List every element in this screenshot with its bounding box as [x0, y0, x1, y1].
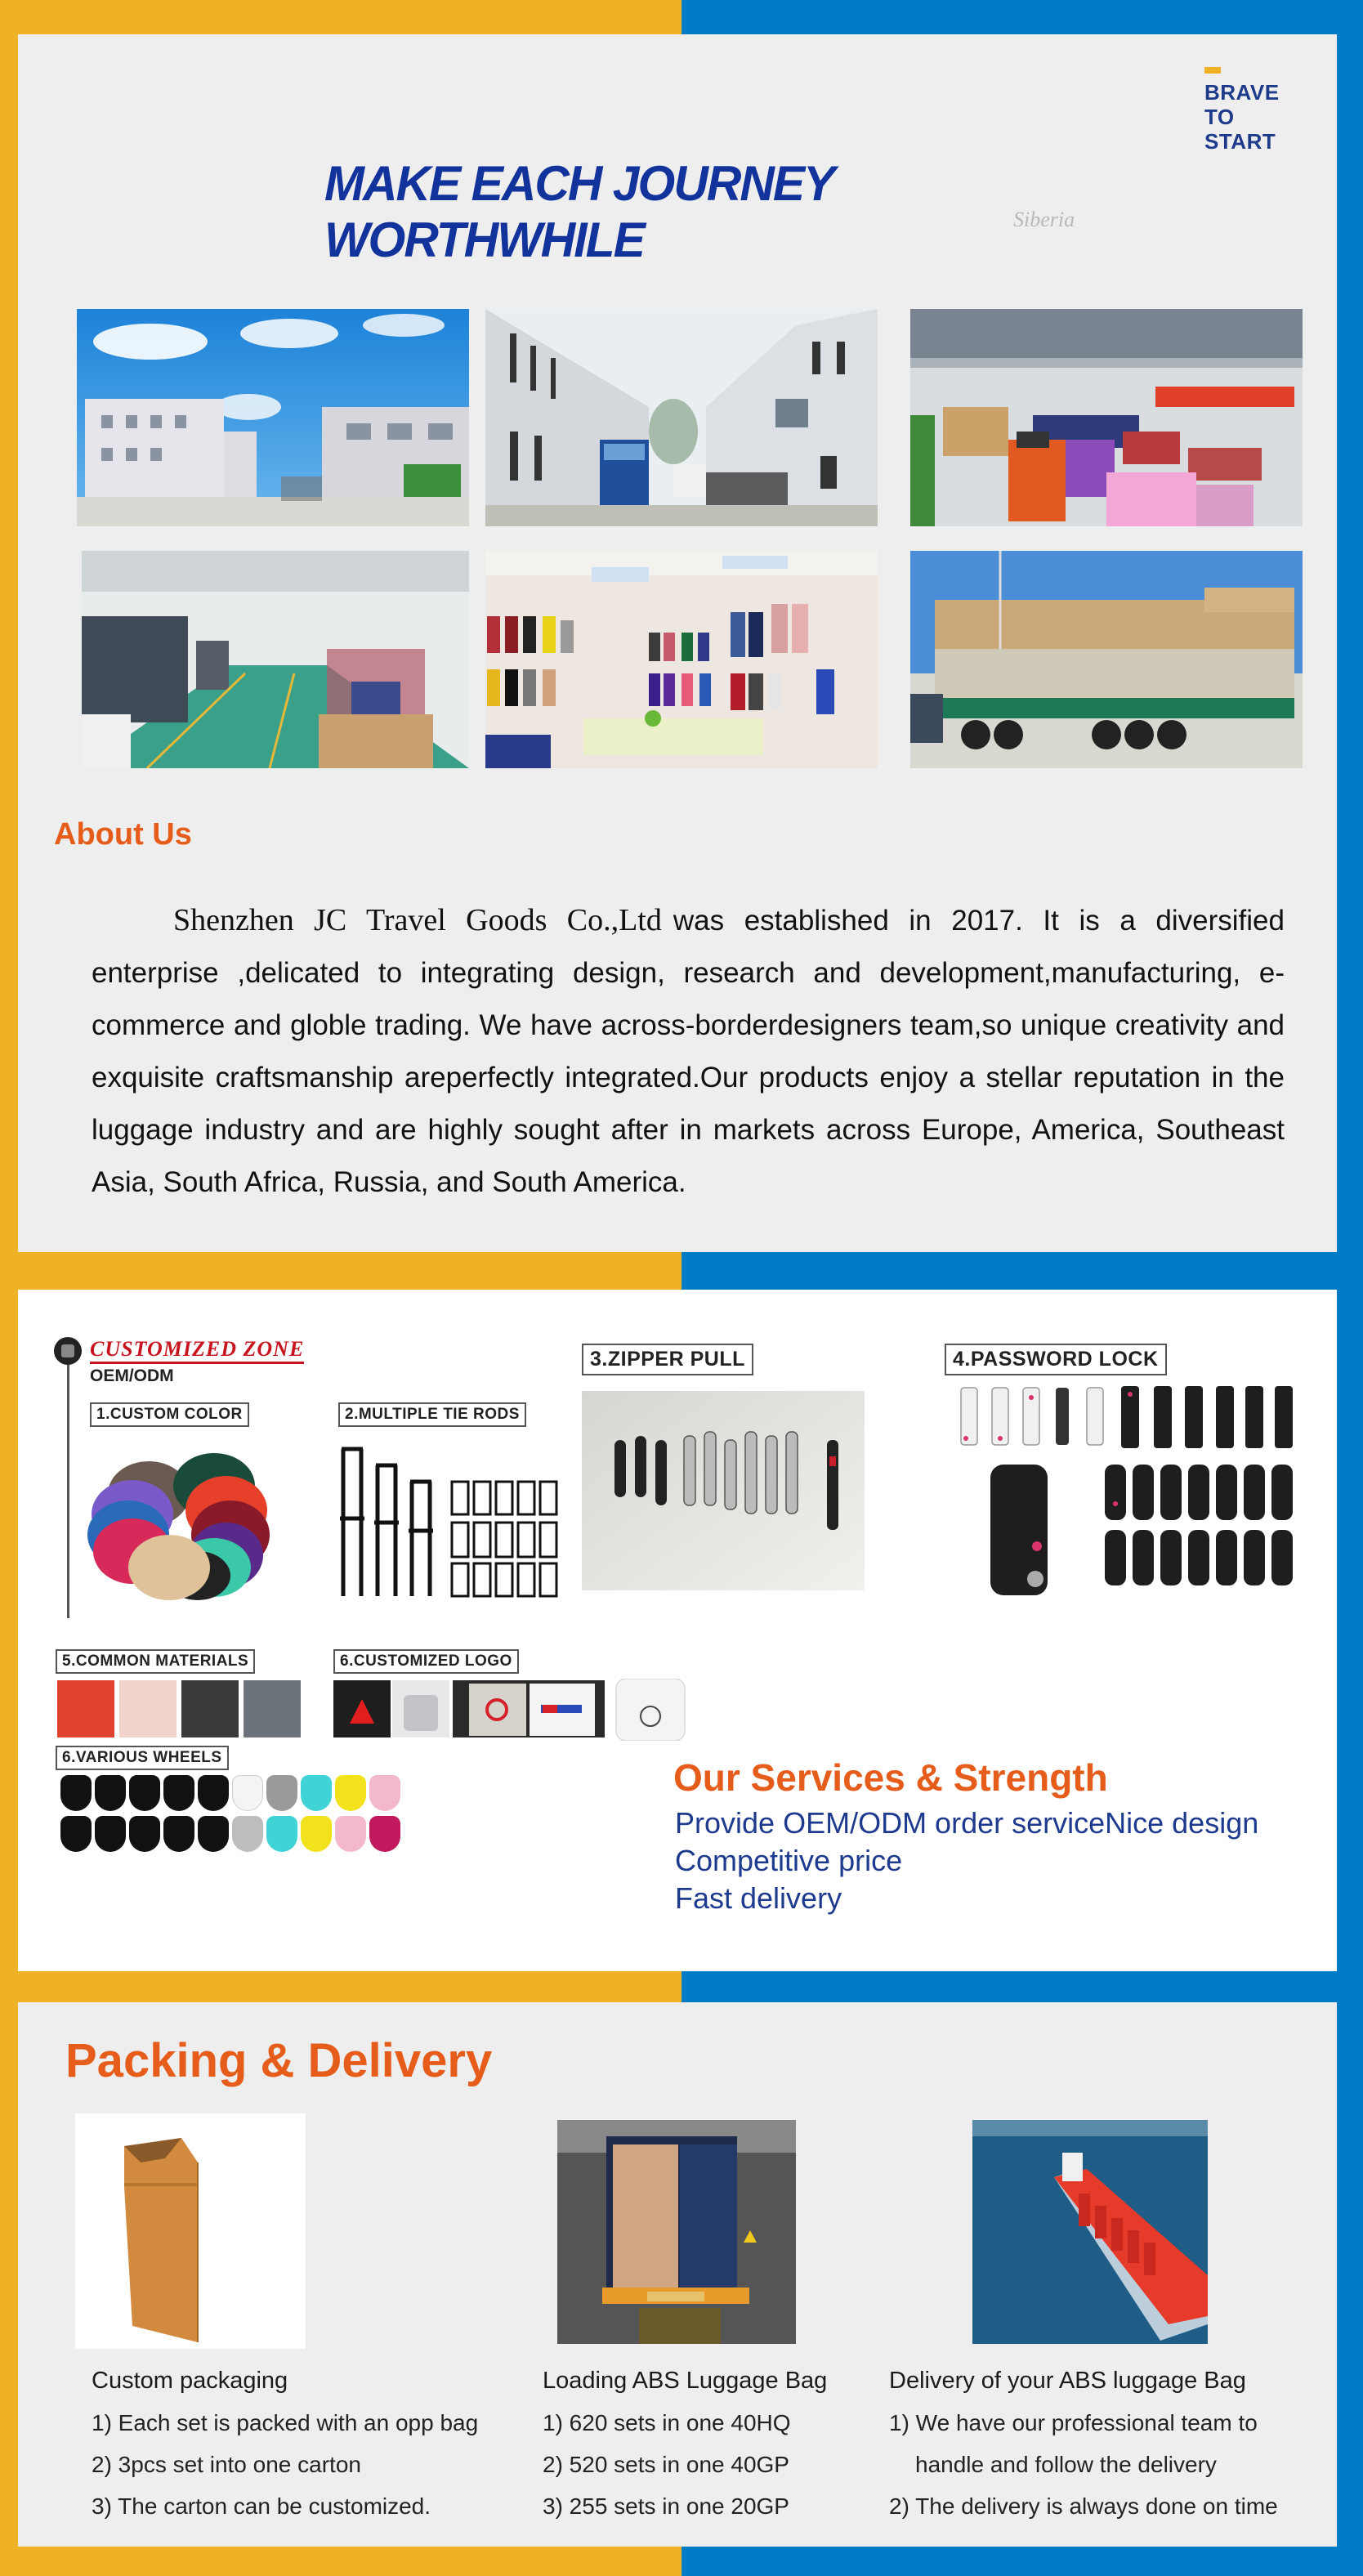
oem-odm-label: OEM/ODM [90, 1366, 174, 1385]
column-heading: Loading ABS Luggage Bag [543, 2368, 828, 2394]
custom-packaging-column [92, 2360, 478, 2527]
services-list [675, 1805, 1258, 1917]
packing-delivery-title: Packing & Delivery [65, 2034, 493, 2087]
wheels-row-top [60, 1775, 400, 1811]
loading-column [543, 2360, 827, 2527]
color-swatch-fan-image [83, 1437, 271, 1600]
about-us-paragraph [92, 894, 1285, 1209]
column-line: 1) 620 sets in one 40HQ [543, 2410, 791, 2435]
column-line: 1) We have our professional team to [889, 2410, 1258, 2435]
container-truck-image [557, 2120, 796, 2344]
customized-logo-label: 6.CUSTOMIZED LOGO [333, 1649, 519, 1674]
customized-zone-panel [18, 1290, 1337, 1971]
cargo-ship-image [972, 2120, 1208, 2344]
wheels-image [60, 1775, 400, 1852]
photo-warehouse-forklift [910, 309, 1303, 526]
service-item: Competitive price [675, 1844, 903, 1877]
material-swatch-black [181, 1680, 239, 1737]
various-wheels-label: 6.VARIOUS WHEELS [56, 1746, 229, 1770]
custom-logo-examples-image [333, 1679, 690, 1741]
column-line: handle and follow the delivery [915, 2452, 1217, 2477]
column-heading: Custom packaging [92, 2368, 288, 2394]
zipper-pull-image [582, 1391, 865, 1590]
tie-rods-image [333, 1437, 579, 1600]
material-swatch-pink [119, 1680, 177, 1737]
column-line: 3) The carton can be customized. [92, 2493, 431, 2519]
accent-bar [1204, 67, 1221, 74]
start-word: START [1204, 129, 1276, 154]
material-swatch-red [57, 1680, 114, 1737]
about-body: was established in 2017. It is a diversified enterprise ,delicated to integrating design, research and development,manufacturing, e-commerce and globle trading. We have across-borderdesigners team,so unique creativity and exquisite craftsmanship areperfectly integrated.Our products enjoy a stellar reputation in the luggage industry and are highly sought after in markets across Europe, America, Southeast Asia, South Africa, Russia, and South America. [92, 905, 1285, 1198]
photo-factory-alley [485, 309, 878, 526]
photo-production-floor [82, 551, 469, 768]
photo-factory-exterior [77, 309, 469, 526]
service-item: Provide OEM/ODM order serviceNice design [675, 1806, 1259, 1840]
to-word: TO [1204, 105, 1235, 129]
company-intro-panel [18, 34, 1337, 1252]
packing-delivery-panel [18, 2002, 1337, 2547]
column-line: 3) 255 sets in one 20GP [543, 2493, 789, 2519]
common-materials-label: 5.COMMON MATERIALS [56, 1649, 255, 1674]
column-line: 2) 3pcs set into one carton [92, 2452, 361, 2477]
timeline-line [67, 1365, 69, 1618]
headline: MAKE EACH JOURNEY WORTHWHILE [324, 156, 833, 267]
material-swatches [57, 1680, 301, 1737]
luggage-icon [54, 1337, 82, 1365]
column-line: 2) 520 sets in one 40GP [543, 2452, 789, 2477]
carton-box-image [75, 2113, 306, 2349]
wheels-row-bottom [60, 1816, 400, 1852]
zipper-pull-label: 3.ZIPPER PULL [582, 1344, 753, 1375]
services-title: Our Services & Strength [673, 1756, 1108, 1799]
service-item: Fast delivery [675, 1881, 842, 1915]
company-name: Shenzhen JC Travel Goods Co.,Ltd [173, 903, 662, 937]
column-line: 1) Each set is packed with an opp bag [92, 2410, 479, 2435]
material-swatch-gray [244, 1680, 301, 1737]
brave-to-start-tag [1204, 67, 1280, 154]
custom-color-label: 1.CUSTOM COLOR [90, 1402, 249, 1427]
password-lock-label: 4.PASSWORD LOCK [945, 1344, 1167, 1375]
customized-zone-title: CUSTOMIZED ZONE [90, 1337, 304, 1364]
brave-word: BRAVE [1204, 80, 1280, 105]
about-us-title: About Us [54, 817, 192, 852]
photo-loaded-truck [910, 551, 1303, 768]
password-lock-image [958, 1383, 1301, 1595]
delivery-column [889, 2360, 1278, 2527]
column-line: 2) The delivery is always done on time [889, 2493, 1278, 2519]
watermark-text: Siberia [1013, 208, 1075, 231]
column-heading: Delivery of your ABS luggage Bag [889, 2368, 1246, 2394]
tie-rods-label: 2.MULTIPLE TIE RODS [338, 1402, 526, 1427]
photo-showroom [485, 551, 878, 768]
